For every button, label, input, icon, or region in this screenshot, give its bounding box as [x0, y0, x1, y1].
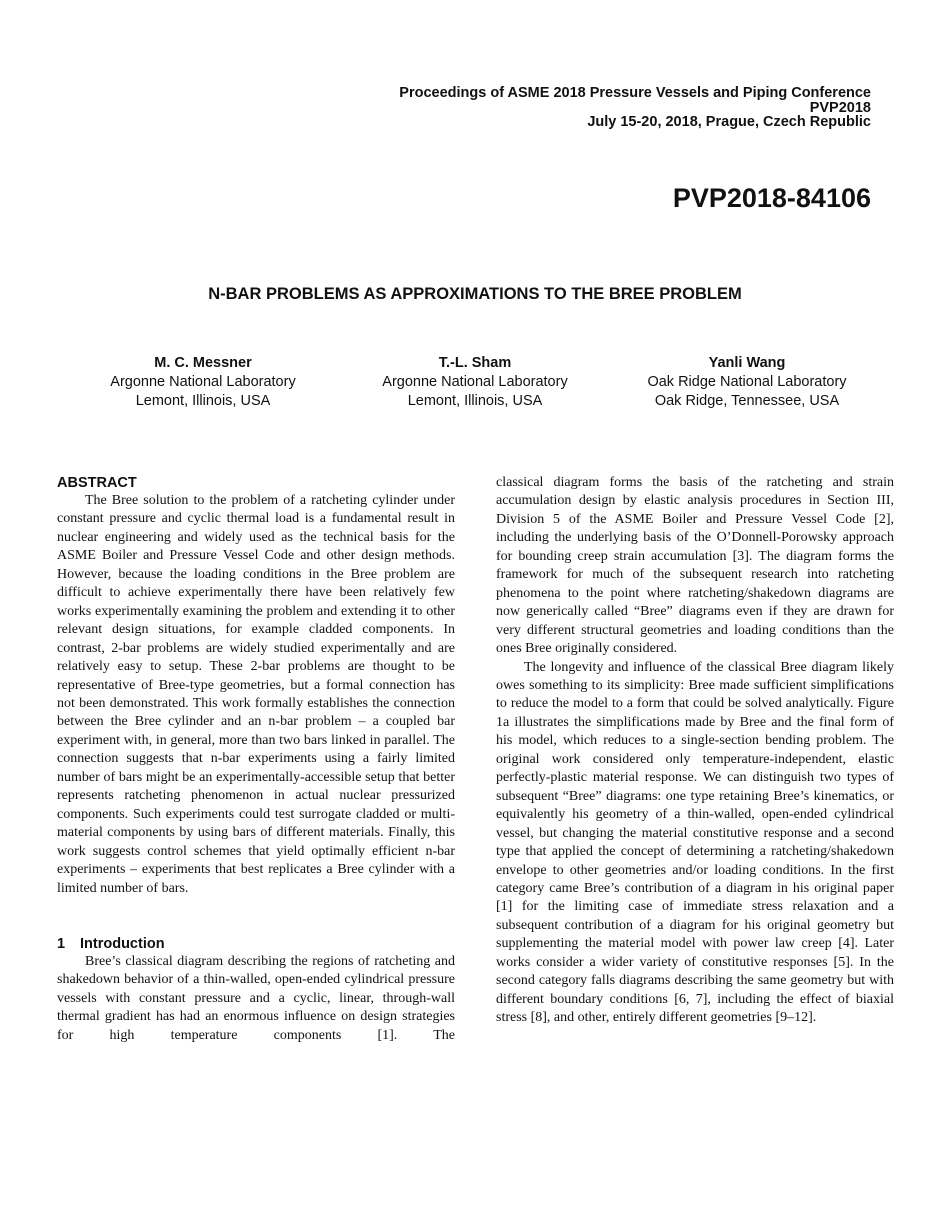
paper-title: N-BAR PROBLEMS AS APPROXIMATIONS TO THE BREE PROBLEM — [208, 285, 742, 303]
author-name: Yanli Wang — [708, 355, 786, 371]
conference-dates: July 15-20, 2018, Prague, Czech Republic — [587, 114, 871, 130]
author-affiliation: Argonne National Laboratory — [382, 374, 568, 390]
section-heading — [57, 935, 455, 953]
author-affiliation: Oak Ridge National Laboratory — [647, 374, 847, 390]
intro-paragraph-1: Bree’s classical diagram describing the regions of ratcheting and shakedown behavior of a thin-walled, open-ended cylindrical pressure vessels with constant pressure and a cyclic, linear, through-wall thermal gradient has had an enormous influence on design strategies for high temperature components [1]. The — [57, 953, 455, 1043]
author-name: M. C. Messner — [154, 355, 252, 371]
author-location: Oak Ridge, Tennessee, USA — [654, 393, 840, 409]
left-column — [57, 474, 455, 1045]
abstract-text: The Bree solution to the problem of a ratcheting cylinder under constant pressure and cyclic thermal load is a fundamental result in nuclear engineering and widely used as the technical basis for the ASME Boiler and Pressure Vessel Code and other design methods. However, because the loading conditions in the Bree problem are difficult to achieve experimentally there have been relatively few works experimentally examining the problem and extending it to other relevant design situations, for example cladded components. In contrast, 2-bar problems are widely studied experimentally and are relatively easy to setup. These 2-bar problems are thought to be representative of Bree-type geometries, but a formal connection has not been demonstrated. This work formally establishes the connection between the Bree cylinder and an n-bar problem – a coupled bar experiment with, in general, more than two bars linked in parallel. The connection suggests that n-bar experiments using a fairly limited number of bars might be an experimentally-accessible setup that better represents ratcheting phenomenon in actual nuclear pressurized components. Such experiments could test surrogate cladded or multi-material components by using bars of different materials. Finally, this work suggests control schemes that yield optimally efficient n-bar experiments – experiments that best replicates a Bree cylinder with a limited number of bars. — [57, 493, 455, 896]
author-location: Lemont, Illinois, USA — [135, 393, 271, 409]
conference-header — [399, 86, 871, 130]
conference-code: PVP2018 — [809, 99, 871, 116]
author-location: Lemont, Illinois, USA — [407, 393, 543, 409]
author-name: T.-L. Sham — [438, 355, 512, 371]
author-block — [637, 354, 857, 411]
author-block — [103, 354, 303, 411]
intro-paragraph-1-continued: classical diagram forms the basis of the ratcheting and strain accumulation design by elastic analysis procedures in Section III, Division 5 of the ASME Boiler and Pressure Vessel Code [2], including the underlying basis of the O’Donnell-Porowsky approach for bounding creep strain accumulation [3]. The diagram forms the framework for much of the subsequent research into ratcheting phenomena to the point where ratcheting/shakedown diagrams are now generically called “Bree” diagrams even if they are drawn for very different structural geometries and loading conditions than the ones Bree originally considered. — [496, 475, 894, 657]
author-affiliation: Argonne National Laboratory — [110, 374, 296, 390]
section-title: Introduction — [80, 935, 165, 952]
right-column — [496, 474, 894, 1028]
author-block — [375, 354, 575, 411]
intro-paragraph-2: The longevity and influence of the classical Bree diagram likely owes something to its simplicity: Bree made sufficient simplifications to reduce the model to a form that could be solved analytically. Figure 1a illustrates the simplifications made by Bree and the final form of his model, which reduces to a single-section bending problem. The original work considered only temperature-independent, elastic perfectly-plastic material response. We can distinguish two types of subsequent “Bree” diagrams: one type retaining Bree’s kinematics, or equivalently his geometry of a thin-walled, open-ended cylindrical vessel, but changing the material constitutive response and a second type that applied the concept of determining a ratcheting/shakedown envelope to other geometries and/or loading conditions. In the first category came Bree’s contribution of a diagram in his original paper [1] for the limiting case of immediate stress relaxation and a subsequent contribution of a diagram for his original geometry but supplementing the material model with power law creep [4]. Later works consider a wider variety of constitutive responses [5]. In the second category falls diagrams describing the same geometry but with different boundary conditions [6, 7], including the effect of biaxial stress [8], and other, entirely different geometries [9–12]. — [496, 659, 894, 1026]
conference-name: Proceedings of ASME 2018 Pressure Vessels and Piping Conference — [399, 85, 871, 101]
abstract-heading: ABSTRACT — [57, 475, 137, 491]
paper-id: PVP2018-84106 — [672, 183, 871, 213]
section-number: 1 — [57, 935, 66, 952]
